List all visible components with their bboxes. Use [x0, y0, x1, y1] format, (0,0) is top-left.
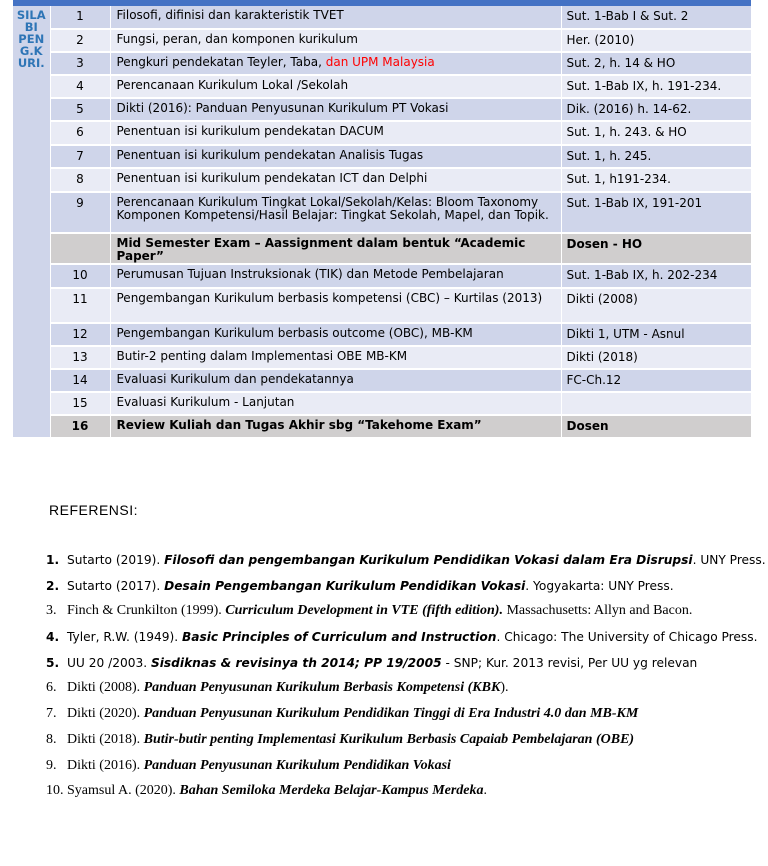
reference-author: Dikti (2018).: [67, 731, 144, 747]
row-number: 13: [50, 346, 110, 369]
row-topic: Penentuan isi kurikulum pendekatan Analisis Tugas: [110, 145, 561, 168]
references-list: [46, 552, 766, 809]
table-row: [13, 75, 751, 98]
reference-title: Bahan Semiloka Merdeka Belajar-Kampus Merdeka: [179, 783, 484, 799]
reference-publisher: Massachusetts: Allyn and Bacon.: [502, 603, 693, 619]
references-heading: REFERENSI:: [49, 502, 139, 518]
row-reference: FC-Ch.12: [561, 369, 751, 392]
reference-item: [46, 629, 756, 655]
row-number: 15: [50, 392, 110, 415]
reference-number: 3.: [46, 603, 57, 619]
row-number: 2: [50, 29, 110, 52]
reference-number: 10.: [46, 783, 64, 799]
reference-author: Dikti (2020).: [67, 706, 144, 722]
table-row: [13, 323, 751, 346]
reference-number: 1.: [46, 553, 60, 567]
row-reference: Dikti (2008): [561, 288, 751, 323]
row-number: 6: [50, 121, 110, 145]
row-reference: Dosen - HO: [561, 233, 751, 264]
row-number: 14: [50, 369, 110, 392]
row-number: 10: [50, 264, 110, 288]
row-topic: Dikti (2016): Panduan Penyusunan Kurikulum PT Vokasi: [110, 98, 561, 121]
row-reference: Dikti 1, UTM - Asnul: [561, 323, 751, 346]
row-topic: Perencanaan Kurikulum Lokal /Sekolah: [110, 75, 561, 98]
reference-author: Sutarto (2019).: [67, 553, 165, 567]
row-reference: Sut. 1-Bab IX, 191-201: [561, 192, 751, 233]
row-topic: Pengembangan Kurikulum berbasis outcome (OBC), MB-KM: [110, 323, 561, 346]
row-reference: Sut. 1-Bab IX, h. 202-234: [561, 264, 751, 288]
reference-item: [46, 578, 756, 604]
reference-title: Curriculum Development in VTE (fifth edition).: [225, 603, 503, 619]
row-number: [50, 233, 110, 264]
row-number: 3: [50, 52, 110, 75]
reference-number: 8.: [46, 731, 57, 747]
row-reference: [561, 392, 751, 415]
row-reference: Dosen: [561, 415, 751, 438]
row-topic: Filosofi, difinisi dan karakteristik TVET: [110, 6, 561, 29]
table-row: [13, 264, 751, 288]
row-topic: Evaluasi Kurikulum - Lanjutan: [110, 392, 561, 415]
reference-number: 4.: [46, 630, 60, 645]
reference-title: Panduan Penyusunan Kurikulum Berbasis Kompetensi (KBK: [143, 680, 501, 696]
reference-publisher: . Chicago: The University of Chicago Press.: [496, 630, 758, 645]
row-topic: Evaluasi Kurikulum dan pendekatannya: [110, 369, 561, 392]
table-row: [13, 29, 751, 52]
reference-author: Tyler, R.W. (1949).: [67, 630, 182, 645]
reference-publisher: . Yogyakarta: UNY Press.: [525, 578, 674, 593]
reference-publisher: - SNP; Kur. 2013 revisi, Per UU yg relevan: [441, 655, 698, 670]
reference-publisher: ).: [500, 680, 509, 696]
table-row: [13, 369, 751, 392]
row-topic: [110, 192, 561, 233]
reference-title: Desain Pengembangan Kurikulum Pendidikan Vokasi: [164, 578, 526, 593]
reference-item: [46, 603, 756, 629]
row-topic: Penentuan isi kurikulum pendekatan ICT dan Delphi: [110, 168, 561, 192]
reference-item: [46, 680, 756, 706]
reference-publisher: . UNY Press.: [692, 553, 766, 567]
reference-title: Panduan Penyusunan Kurikulum Pendidikan Tinggi di Era Industri 4.0 dan MB-KM: [143, 706, 639, 722]
reference-number: 6.: [46, 680, 57, 696]
table-row: [13, 192, 751, 233]
reference-item: [46, 706, 756, 732]
row-reference: Sut. 1, h. 243. & HO: [561, 121, 751, 145]
row-topic: Pengembangan Kurikulum berbasis kompetensi (CBC) – Kurtilas (2013): [110, 288, 561, 323]
reference-publisher: .: [483, 783, 488, 799]
row-reference: Sut. 1, h191-234.: [561, 168, 751, 192]
table-row: [13, 98, 751, 121]
reference-item: [46, 783, 756, 809]
row-topic: Penentuan isi kurikulum pendekatan DACUM: [110, 121, 561, 145]
table-row: [13, 415, 751, 438]
row-reference: Sut. 2, h. 14 & HO: [561, 52, 751, 75]
reference-author: Syamsul A. (2020).: [67, 783, 180, 799]
row-number: 8: [50, 168, 110, 192]
table-row: [13, 168, 751, 192]
reference-item: [46, 758, 756, 784]
row-number: 16: [50, 415, 110, 438]
reference-author: UU 20 /2003.: [67, 655, 151, 670]
table-row: [13, 392, 751, 415]
reference-item: [46, 732, 756, 758]
table-row: [13, 288, 751, 323]
row-number: 9: [50, 192, 110, 233]
reference-item: [46, 655, 756, 681]
row-topic: Mid Semester Exam – Aassignment dalam bentuk “Academic Paper”: [110, 233, 561, 264]
row-number: 7: [50, 145, 110, 168]
row-topic-text: Pengkuri pendekatan Teyler, Taba,: [116, 55, 326, 69]
table-row: [13, 6, 751, 29]
row-topic: Fungsi, peran, dan komponen kurikulum: [110, 29, 561, 52]
reference-item: [46, 552, 766, 578]
silabi-label: SILA BI PEN G.K URI.: [13, 6, 50, 438]
reference-title: Butir-butir penting Implementasi Kurikulum Berbasis Capaiab Pembelajaran (OBE): [143, 731, 635, 747]
reference-author: Finch & Crunkilton (1999).: [67, 603, 226, 619]
syllabus-table: [13, 6, 752, 439]
reference-author: Dikti (2016).: [67, 757, 144, 773]
table-row: [13, 346, 751, 369]
table-row: [13, 121, 751, 145]
row-number: 4: [50, 75, 110, 98]
row-reference: Sut. 1-Bab I & Sut. 2: [561, 6, 751, 29]
reference-author: Dikti (2008).: [67, 680, 144, 696]
row-number: 11: [50, 288, 110, 323]
reference-number: 7.: [46, 706, 57, 722]
row-number: 1: [50, 6, 110, 29]
row-topic: Review Kuliah dan Tugas Akhir sbg “Takehome Exam”: [110, 415, 561, 438]
row-topic: [110, 52, 561, 75]
reference-title: Basic Principles of Curriculum and Instruction: [181, 630, 497, 645]
row-reference: Dikti (2018): [561, 346, 751, 369]
row-topic: Butir-2 penting dalam Implementasi OBE MB-KM: [110, 346, 561, 369]
row-reference: Sut. 1, h. 245.: [561, 145, 751, 168]
reference-title: Filosofi dan pengembangan Kurikulum Pendidikan Vokasi dalam Era Disrupsi: [164, 553, 693, 567]
reference-title: Panduan Penyusunan Kurikulum Pendidikan Vokasi: [143, 757, 451, 773]
reference-number: 2.: [46, 578, 60, 593]
row-reference: Her. (2010): [561, 29, 751, 52]
reference-number: 5.: [46, 655, 60, 670]
row-topic: Perumusan Tujuan Instruksionak (TIK) dan Metode Pembelajaran: [110, 264, 561, 288]
row-topic-line: Komponen Kompetensi/Hasil Belajar: Tingkat Sekolah, Mapel, dan Topik.: [116, 208, 549, 222]
reference-number: 9.: [46, 757, 57, 773]
table-row: [13, 52, 751, 75]
row-reference: Sut. 1-Bab IX, h. 191-234.: [561, 75, 751, 98]
reference-title: Sisdiknas & revisinya th 2014; PP 19/2005: [150, 655, 442, 670]
row-reference: Dik. (2016) h. 14-62.: [561, 98, 751, 121]
table-row: [13, 145, 751, 168]
row-number: 12: [50, 323, 110, 346]
row-topic-highlight: dan UPM Malaysia: [325, 55, 435, 69]
row-number: 5: [50, 98, 110, 121]
row-topic-line: Perencanaan Kurikulum Tingkat Lokal/Sekolah/Kelas: Bloom Taxonomy: [116, 195, 539, 209]
table-row: [13, 233, 751, 264]
reference-author: Sutarto (2017).: [67, 578, 165, 593]
